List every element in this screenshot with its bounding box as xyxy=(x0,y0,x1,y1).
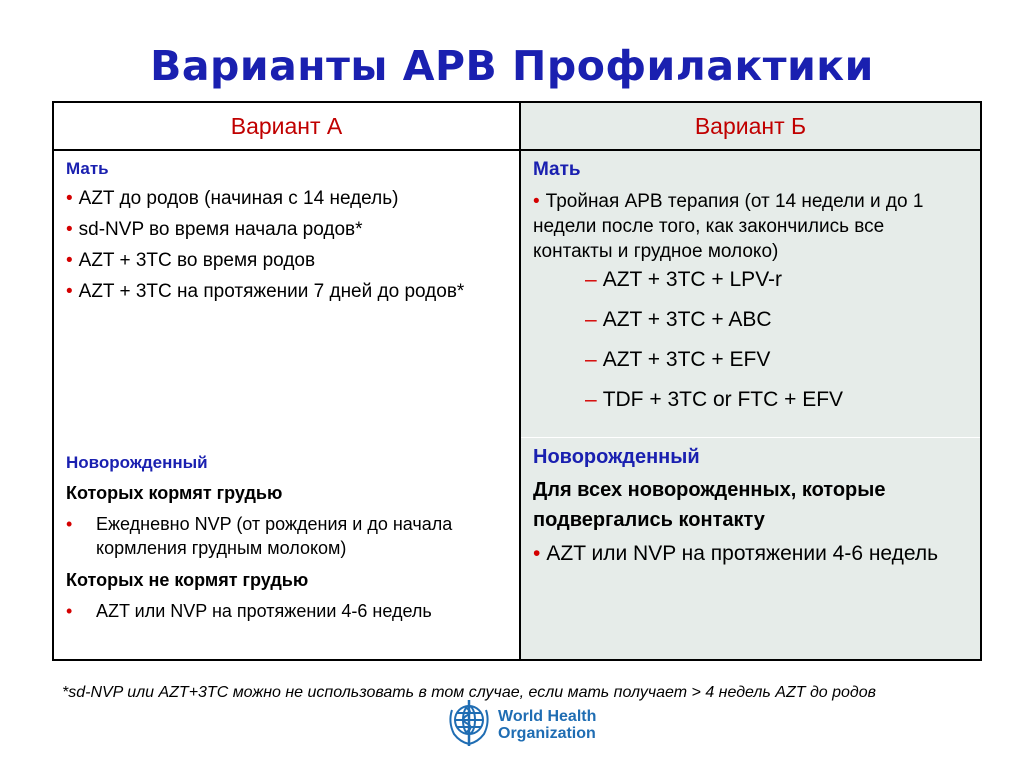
option-b-cell xyxy=(520,150,981,660)
option-a-mother-heading: Мать xyxy=(66,159,109,178)
list-item: • Ежедневно NVP (от рождения и до начала кормления грудным молоком) xyxy=(66,514,453,558)
regimen-item: – AZT + 3TC + LPV-r xyxy=(585,268,783,291)
breastfed-heading: Которых кормят грудью xyxy=(66,483,283,503)
list-item: • sd-NVP во время начала родов* xyxy=(66,219,363,240)
list-item: • AZT или NVP на протяжении 4-6 недель xyxy=(66,601,432,621)
option-b-mother-section xyxy=(521,151,980,437)
not-breastfed-heading: Которых не кормят грудью xyxy=(66,570,309,590)
list-item: • AZT до родов (начиная с 14 недель) xyxy=(66,188,399,209)
page-title: Варианты АРВ Профилактики xyxy=(150,42,874,90)
list-item: • AZT + 3TC во время родов xyxy=(66,250,316,271)
bullet-icon: • xyxy=(533,542,541,565)
dash-icon: – xyxy=(585,308,597,331)
option-a-newborn-section xyxy=(54,443,519,623)
who-wordmark xyxy=(498,708,596,742)
bullet-icon: • xyxy=(533,191,540,212)
regimen-item: – AZT + 3TC + EFV xyxy=(585,348,771,371)
header-option-b: Вариант Б xyxy=(520,102,981,150)
dash-icon: – xyxy=(585,348,597,371)
footnote: *sd-NVP или AZT+3TC можно не использовать в том случае, если мать получает > 4 недель AZT до родов xyxy=(62,684,877,701)
option-a-cell xyxy=(53,150,520,660)
bullet-icon: • xyxy=(66,601,73,621)
header-option-a: Вариант А xyxy=(53,102,520,150)
option-b-newborn-heading: Новорожденный xyxy=(533,446,700,468)
list-item: • Тройная АРВ терапия (от 14 недели и до 1 недели после того, как закончились все контакты и грудное молоко) xyxy=(533,191,924,262)
option-b-newborn-section xyxy=(521,437,980,569)
who-line-1: World Health xyxy=(498,708,597,725)
option-a-newborn-heading: Новорожденный xyxy=(66,453,208,472)
bullet-icon: • xyxy=(66,514,73,534)
who-logo xyxy=(446,700,596,750)
bullet-icon: • xyxy=(66,250,73,271)
list-item: • AZT или NVP на протяжении 4-6 недель xyxy=(533,542,939,565)
who-line-2: Organization xyxy=(498,725,596,742)
who-emblem-icon xyxy=(446,698,492,753)
list-item: • AZT + 3TC на протяжении 7 дней до родов* xyxy=(66,281,465,302)
dash-icon: – xyxy=(585,388,597,411)
regimen-item: – TDF + 3TC or FTC + EFV xyxy=(585,388,844,411)
all-newborns-heading: Для всех новорожденных, которые подвергались контакту xyxy=(533,479,886,531)
dash-icon: – xyxy=(585,268,597,291)
bullet-icon: • xyxy=(66,281,73,302)
regimen-item: – AZT + 3TC + ABC xyxy=(585,308,772,331)
bullet-icon: • xyxy=(66,188,73,209)
option-a-mother-section xyxy=(54,151,519,443)
bullet-icon: • xyxy=(66,219,73,240)
option-b-mother-heading: Мать xyxy=(533,159,581,180)
comparison-table xyxy=(52,101,982,661)
